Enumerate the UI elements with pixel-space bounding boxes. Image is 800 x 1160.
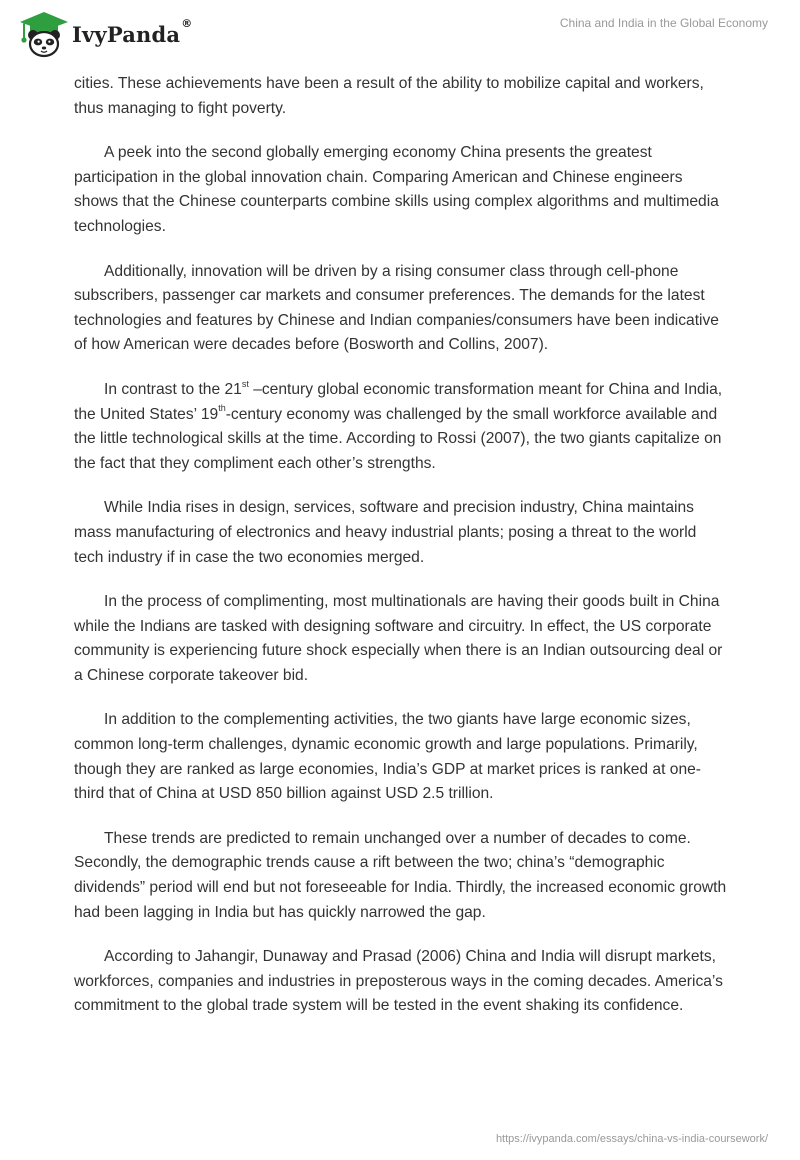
paragraph-4-part-3: -century economy was challenged by the small workforce available and the little technological skills at the time. According to Rossi (2007), the two giants capitalize on the fact that they compliment each other’s strengths.	[74, 405, 722, 472]
source-url-link[interactable]: https://ivypanda.com/essays/china-vs-india-coursework/	[495, 1133, 768, 1145]
paragraph-5: While India rises in design, services, software and precision industry, China maintains mass manufacturing of electronics and heavy industrial plants; posing a threat to the world tech industry if in case the two economies merged.	[74, 499, 697, 566]
paragraph-4	[74, 378, 728, 476]
page-header	[0, 0, 800, 70]
paragraph-8: These trends are predicted to remain unchanged over a number of decades to come. Secondly, the demographic trends cause a rift between the two; china’s “demographic dividends” period will end but not foreseeable for India. Thirdly, the increased economic growth had been lagging in India but has quickly narrowed the gap.	[74, 829, 727, 921]
paragraph-6: In the process of complimenting, most multinationals are having their goods built in China while the Indians are tasked with designing software and circuitry. In effect, the US corporate community is experiencing future shock especially when there is an Indian outsourcing deal or a Chinese corporate takeover bid.	[74, 593, 723, 684]
paragraph-4-part-2: –century global economic transformation meant for China and India, the United States’ 19	[74, 380, 723, 423]
superscript-th: th	[218, 403, 226, 414]
essay-body	[74, 72, 728, 1039]
document-title: China and India in the Global Economy	[559, 16, 768, 30]
paragraph-1: cities. These achievements have been a result of the ability to mobilize capital and workers, thus managing to fight poverty.	[74, 75, 704, 117]
paragraph-7: In addition to the complementing activities, the two giants have large economic sizes, common long-term challenges, dynamic economic growth and large populations. Primarily, though they are ranked as large economies, India’s GDP at market prices is ranked at one-third that of China at USD 850 billion against USD 2.5 trillion.	[74, 711, 701, 803]
superscript-st: st	[241, 378, 249, 389]
paragraph-2: A peek into the second globally emerging economy China presents the greatest participation in the global innovation chain. Comparing American and Chinese engineers shows that the Chinese counterparts combine skills using complex algorithms and multimedia technologies.	[74, 144, 719, 235]
logo-wordmark: IvyPanda®	[72, 16, 193, 47]
paragraph-4-part-1: In contrast to the 21	[104, 380, 242, 398]
panda-graduate-icon	[14, 8, 70, 58]
ivypanda-logo[interactable]	[14, 8, 192, 58]
registered-mark: ®	[181, 16, 193, 30]
paragraph-9: According to Jahangir, Dunaway and Prasad (2006) China and India will disrupt markets, workforces, companies and industries in preposterous ways in the coming decades. America’s commitment to the global trade system will be tested in the event shaking its confidence.	[74, 948, 723, 1015]
paragraph-3: Additionally, innovation will be driven by a rising consumer class through cell-phone subscribers, passenger car markets and consumer preferences. The demands for the latest technologies and features by Chinese and Indian companies/consumers have been indicative of how American were decades before (Bosworth and Collins, 2007).	[74, 262, 719, 354]
